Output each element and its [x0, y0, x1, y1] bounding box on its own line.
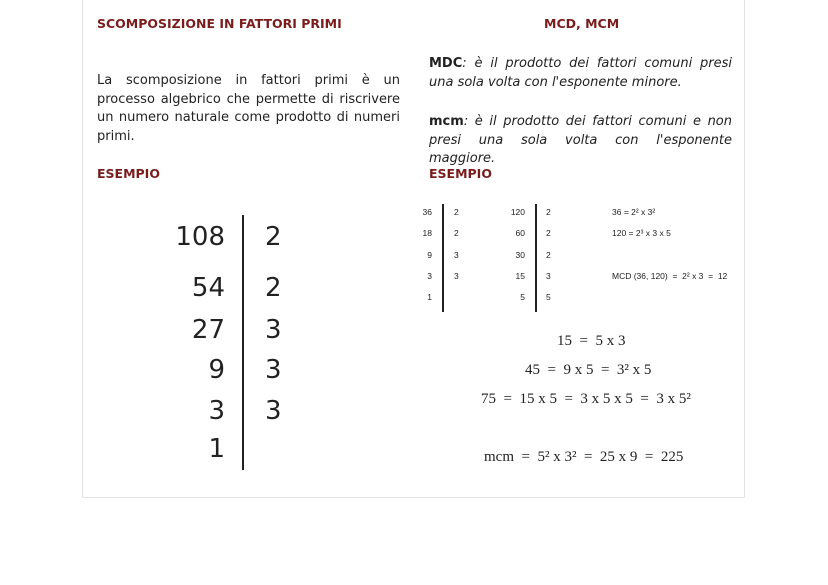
- factor-cell: 3: [546, 271, 551, 281]
- left-example-label: ESEMPIO: [97, 166, 160, 181]
- divider-line: [442, 204, 444, 312]
- factor-cell: 3: [265, 355, 282, 385]
- factor-cell: 2: [546, 228, 551, 238]
- mcm-definition: [429, 113, 732, 169]
- factor-cell: 2: [265, 222, 282, 252]
- number-cell: 60: [515, 228, 525, 238]
- equation-mcm: mcm = 5² x 3² = 25 x 9 = 225: [484, 449, 684, 465]
- note-120: 120 = 2³ x 3 x 5: [612, 228, 671, 238]
- note-mcd: MCD (36, 120) = 2² x 3 = 12: [612, 271, 728, 281]
- number-cell: 5: [520, 292, 525, 302]
- number-cell: 9: [427, 250, 432, 260]
- mcm-text: : è il prodotto dei fattori comuni e non presi una sola volta con l'esponente maggiore.: [429, 114, 732, 166]
- number-cell: 1: [208, 434, 225, 464]
- mdc-text: : è il prodotto dei fattori comuni presi una sola volta con l'esponente minore.: [429, 56, 732, 90]
- number-cell: 54: [191, 273, 225, 303]
- number-cell: 120: [510, 207, 525, 217]
- right-title: MCD, MCM: [544, 16, 620, 31]
- number-cell: 3: [427, 271, 432, 281]
- factor-cell: 2: [546, 250, 551, 260]
- right-example-label: ESEMPIO: [429, 166, 492, 181]
- factor-cell: 2: [265, 273, 282, 303]
- number-cell: 1: [427, 292, 432, 302]
- number-cell: 15: [515, 271, 525, 281]
- number-cell: 108: [175, 222, 225, 252]
- mdc-term: MDC: [429, 56, 463, 71]
- factor-cell: 2: [454, 228, 459, 238]
- note-36: 36 = 2² x 3²: [612, 207, 656, 217]
- number-cell: 36: [422, 207, 432, 217]
- factor-cell: 3: [454, 250, 459, 260]
- equation-45: 45 = 9 x 5 = 3² x 5: [525, 362, 652, 378]
- mcm-term: mcm: [429, 114, 464, 129]
- number-cell: 30: [515, 250, 525, 260]
- mdc-definition: [429, 55, 732, 92]
- number-cell: 9: [208, 355, 225, 385]
- factor-cell: 2: [546, 207, 551, 217]
- factor-cell: 5: [546, 292, 551, 302]
- factorization-description: La scomposizione in fattori primi è un processo algebrico che permette di riscrivere un numero naturale come prodotto di numeri primi.: [97, 73, 400, 144]
- number-cell: 27: [191, 315, 225, 345]
- divider-line: [242, 215, 244, 470]
- equation-75: 75 = 15 x 5 = 3 x 5 x 5 = 3 x 5²: [481, 391, 691, 407]
- factor-cell: 3: [265, 315, 282, 345]
- factor-cell: 2: [454, 207, 459, 217]
- number-cell: 3: [208, 396, 225, 426]
- number-cell: 18: [422, 228, 432, 238]
- divider-line: [535, 204, 537, 312]
- factor-cell: 3: [454, 271, 459, 281]
- factor-cell: 3: [265, 396, 282, 426]
- equation-15: 15 = 5 x 3: [557, 333, 626, 349]
- left-title: SCOMPOSIZIONE IN FATTORI PRIMI: [97, 16, 342, 31]
